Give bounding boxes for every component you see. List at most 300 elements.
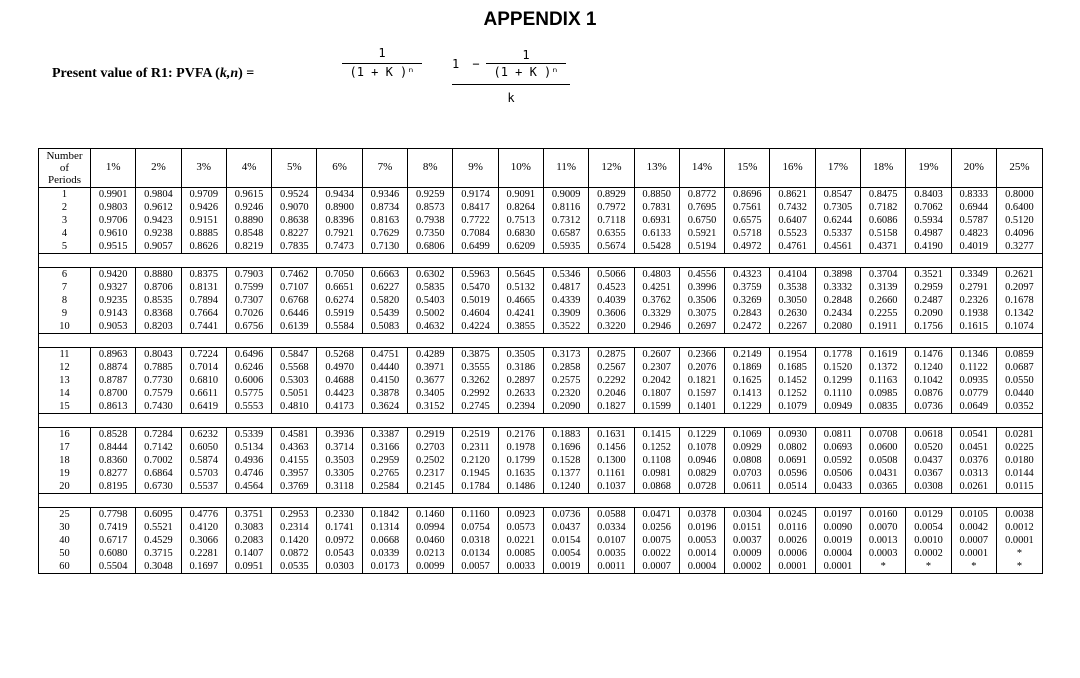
value-cell: 0.0007 xyxy=(951,534,996,547)
table-row xyxy=(39,348,1043,362)
value-cell: 0.0433 xyxy=(815,480,860,494)
value-cell: 0.9612 xyxy=(136,201,181,214)
value-cell: 0.5120 xyxy=(996,214,1042,227)
column-header: 5% xyxy=(272,149,317,188)
period-cell: 4 xyxy=(39,227,91,240)
value-cell: 0.0151 xyxy=(725,521,770,534)
value-cell: 0.2765 xyxy=(362,467,407,480)
value-cell: 0.6717 xyxy=(91,534,136,547)
table-row xyxy=(39,521,1043,534)
value-cell: 0.2502 xyxy=(408,454,453,467)
table-row xyxy=(39,441,1043,454)
value-cell: 0.1037 xyxy=(589,480,634,494)
value-cell: 0.4440 xyxy=(362,361,407,374)
value-cell: 0.6274 xyxy=(317,294,362,307)
table-row xyxy=(39,534,1043,547)
value-cell: 0.8360 xyxy=(91,454,136,467)
value-cell: 0.6756 xyxy=(226,320,271,334)
period-cell: 5 xyxy=(39,240,91,254)
column-header: 2% xyxy=(136,149,181,188)
value-cell: 0.5935 xyxy=(543,240,588,254)
value-cell: 0.5083 xyxy=(362,320,407,334)
column-header: 13% xyxy=(634,149,679,188)
value-cell: 0.6006 xyxy=(226,374,271,387)
value-cell: 0.3506 xyxy=(679,294,724,307)
value-cell: 0.4987 xyxy=(906,227,951,240)
column-header: 9% xyxy=(453,149,498,188)
value-cell: 0.4810 xyxy=(272,400,317,414)
value-cell: 0.9901 xyxy=(91,188,136,202)
value-cell: 0.0134 xyxy=(453,547,498,560)
value-cell: 0.3083 xyxy=(226,521,271,534)
value-cell: 0.0708 xyxy=(861,428,906,442)
table-row xyxy=(39,428,1043,442)
value-cell: 0.2567 xyxy=(589,361,634,374)
table-row xyxy=(39,560,1043,574)
value-cell: 0.5470 xyxy=(453,281,498,294)
value-cell: 0.8417 xyxy=(453,201,498,214)
value-cell: 0.4761 xyxy=(770,240,815,254)
value-cell: 0.4251 xyxy=(634,281,679,294)
value-cell: 0.1619 xyxy=(861,348,906,362)
value-cell: 0.4224 xyxy=(453,320,498,334)
value-cell: 0.4371 xyxy=(861,240,906,254)
value-cell: 0.2149 xyxy=(725,348,770,362)
value-cell: 0.4323 xyxy=(725,268,770,282)
value-cell: 0.9610 xyxy=(91,227,136,240)
value-cell: 0.0596 xyxy=(770,467,815,480)
value-cell: 0.3555 xyxy=(453,361,498,374)
value-cell: 0.0994 xyxy=(408,521,453,534)
value-cell: 0.0037 xyxy=(725,534,770,547)
value-cell: 0.0010 xyxy=(906,534,951,547)
value-cell: 0.1300 xyxy=(589,454,634,467)
value-cell: 0.5403 xyxy=(408,294,453,307)
value-cell: 0.1883 xyxy=(543,428,588,442)
value-cell: 0.2042 xyxy=(634,374,679,387)
value-cell: 0.0600 xyxy=(861,441,906,454)
value-cell: 0.0440 xyxy=(996,387,1042,400)
value-cell: 0.8850 xyxy=(634,188,679,202)
value-cell: 0.2176 xyxy=(498,428,543,442)
value-cell: 0.3606 xyxy=(589,307,634,320)
value-cell: 0.1807 xyxy=(634,387,679,400)
value-cell: 0.3769 xyxy=(272,480,317,494)
value-cell: 0.6587 xyxy=(543,227,588,240)
value-cell: 0.7430 xyxy=(136,400,181,414)
value-cell: 0.7462 xyxy=(272,268,317,282)
column-header: 20% xyxy=(951,149,996,188)
value-cell: 0.9053 xyxy=(91,320,136,334)
value-cell: 0.0221 xyxy=(498,534,543,547)
value-cell: 0.0026 xyxy=(770,534,815,547)
value-cell: 0.6400 xyxy=(996,201,1042,214)
value-cell: 0.0541 xyxy=(951,428,996,442)
value-cell: 0.7062 xyxy=(906,201,951,214)
value-cell: 0.4972 xyxy=(725,240,770,254)
value-cell: 0.3277 xyxy=(996,240,1042,254)
value-cell: 0.6730 xyxy=(136,480,181,494)
value-cell: 0.3762 xyxy=(634,294,679,307)
main-fraction-denominator: k xyxy=(507,91,515,105)
value-cell: 0.5346 xyxy=(543,268,588,282)
value-cell: 0.7050 xyxy=(317,268,362,282)
value-cell: 0.0520 xyxy=(906,441,951,454)
value-cell: * xyxy=(951,560,996,574)
value-cell: 0.5132 xyxy=(498,281,543,294)
value-cell: 0.2281 xyxy=(181,547,226,560)
value-cell: 0.8700 xyxy=(91,387,136,400)
value-cell: 0.2630 xyxy=(770,307,815,320)
column-header: 3% xyxy=(181,149,226,188)
value-cell: 0.1945 xyxy=(453,467,498,480)
value-cell: 0.0007 xyxy=(634,560,679,574)
table-row xyxy=(39,387,1043,400)
value-cell: 0.0687 xyxy=(996,361,1042,374)
value-cell: 0.3066 xyxy=(181,534,226,547)
value-cell: 0.0949 xyxy=(815,400,860,414)
value-cell: 0.5002 xyxy=(408,307,453,320)
value-cell: 0.0779 xyxy=(951,387,996,400)
value-cell: 0.0001 xyxy=(951,547,996,560)
value-cell: 0.2292 xyxy=(589,374,634,387)
value-cell: 0.2145 xyxy=(408,480,453,494)
fraction-denominator: (1 + K )ⁿ xyxy=(349,65,415,79)
value-cell: 0.1460 xyxy=(408,508,453,522)
value-cell: 0.3971 xyxy=(408,361,453,374)
value-cell: 0.4970 xyxy=(317,361,362,374)
value-cell: 0.0004 xyxy=(679,560,724,574)
value-cell: 0.8264 xyxy=(498,201,543,214)
value-cell: 0.6355 xyxy=(589,227,634,240)
table-row xyxy=(39,307,1043,320)
value-cell: 0.3118 xyxy=(317,480,362,494)
formula-one: 1 xyxy=(452,56,460,71)
value-cell: 0.4751 xyxy=(362,348,407,362)
value-cell: 0.0022 xyxy=(634,547,679,560)
value-cell: 0.1229 xyxy=(725,400,770,414)
value-cell: 0.0736 xyxy=(906,400,951,414)
value-cell: 0.7730 xyxy=(136,374,181,387)
value-cell: 0.1401 xyxy=(679,400,724,414)
value-cell: 0.3166 xyxy=(362,441,407,454)
value-cell: 0.0075 xyxy=(634,534,679,547)
value-cell: 0.1615 xyxy=(951,320,996,334)
value-cell: 0.8638 xyxy=(272,214,317,227)
period-cell: 30 xyxy=(39,521,91,534)
group-separator xyxy=(39,494,1043,508)
value-cell: 0.2255 xyxy=(861,307,906,320)
value-cell: 0.2097 xyxy=(996,281,1042,294)
value-cell: 0.7350 xyxy=(408,227,453,240)
formula-fraction-left xyxy=(342,46,422,79)
value-cell: 0.0160 xyxy=(861,508,906,522)
value-cell: 0.0506 xyxy=(815,467,860,480)
value-cell: 0.0054 xyxy=(906,521,951,534)
value-cell: 0.1240 xyxy=(906,361,951,374)
separator-cell xyxy=(39,494,1043,508)
value-cell: 0.5428 xyxy=(634,240,679,254)
value-cell: 0.6419 xyxy=(181,400,226,414)
period-cell: 6 xyxy=(39,268,91,282)
value-cell: * xyxy=(996,547,1042,560)
period-cell: 11 xyxy=(39,348,91,362)
value-cell: 0.3503 xyxy=(317,454,362,467)
value-cell: 0.2394 xyxy=(498,400,543,414)
value-cell: 0.9420 xyxy=(91,268,136,282)
value-cell: 0.0105 xyxy=(951,508,996,522)
value-cell: 0.0033 xyxy=(498,560,543,574)
value-cell: 0.2314 xyxy=(272,521,317,534)
inner-fraction-denominator: (1 + K )ⁿ xyxy=(493,65,559,79)
value-cell: 0.6407 xyxy=(770,214,815,227)
value-cell: 0.1696 xyxy=(543,441,588,454)
value-cell: 0.3262 xyxy=(453,374,498,387)
value-cell: 0.3387 xyxy=(362,428,407,442)
value-cell: 0.4556 xyxy=(679,268,724,282)
table-row xyxy=(39,547,1043,560)
value-cell: 0.0308 xyxy=(906,480,951,494)
value-cell: 0.8219 xyxy=(226,240,271,254)
value-cell: 0.8396 xyxy=(317,214,362,227)
value-cell: 0.5504 xyxy=(91,560,136,574)
value-cell: 0.4104 xyxy=(770,268,815,282)
value-cell: 0.7224 xyxy=(181,348,226,362)
value-cell: 0.9238 xyxy=(136,227,181,240)
separator-cell xyxy=(39,334,1043,348)
value-cell: 0.2307 xyxy=(634,361,679,374)
value-cell: 0.5521 xyxy=(136,521,181,534)
column-header: 15% xyxy=(725,149,770,188)
value-cell: 0.0038 xyxy=(996,508,1042,522)
value-cell: 0.1240 xyxy=(543,480,588,494)
column-header: 19% xyxy=(906,149,951,188)
table-row xyxy=(39,361,1043,374)
header-periods-line: Periods xyxy=(48,174,81,186)
value-cell: 0.8333 xyxy=(951,188,996,202)
value-cell: 0.0334 xyxy=(589,521,634,534)
value-cell: 0.2843 xyxy=(725,307,770,320)
value-cell: 0.0019 xyxy=(815,534,860,547)
value-cell: 0.8227 xyxy=(272,227,317,240)
period-cell: 10 xyxy=(39,320,91,334)
value-cell: 0.0754 xyxy=(453,521,498,534)
value-cell: 0.3173 xyxy=(543,348,588,362)
value-cell: 0.2487 xyxy=(906,294,951,307)
value-cell: 0.5934 xyxy=(906,214,951,227)
value-cell: 0.1685 xyxy=(770,361,815,374)
value-cell: 0.4803 xyxy=(634,268,679,282)
value-cell: 0.7561 xyxy=(725,201,770,214)
value-cell: 0.1299 xyxy=(815,374,860,387)
value-cell: 0.9327 xyxy=(91,281,136,294)
value-cell: 0.1784 xyxy=(453,480,498,494)
period-cell: 7 xyxy=(39,281,91,294)
value-cell: 0.8043 xyxy=(136,348,181,362)
value-cell: 0.4688 xyxy=(317,374,362,387)
value-cell: 0.1314 xyxy=(362,521,407,534)
value-cell: 0.0514 xyxy=(770,480,815,494)
value-cell: 0.1252 xyxy=(634,441,679,454)
value-cell: 0.4423 xyxy=(317,387,362,400)
value-cell: 0.3332 xyxy=(815,281,860,294)
value-cell: 0.5787 xyxy=(951,214,996,227)
value-cell: 0.4019 xyxy=(951,240,996,254)
table-row xyxy=(39,294,1043,307)
value-cell: 0.1778 xyxy=(815,348,860,362)
value-cell: 0.8000 xyxy=(996,188,1042,202)
value-cell: 0.6227 xyxy=(362,281,407,294)
value-cell: 0.1938 xyxy=(951,307,996,320)
value-cell: 0.7014 xyxy=(181,361,226,374)
value-cell: 0.2584 xyxy=(362,480,407,494)
value-cell: 0.3521 xyxy=(906,268,951,282)
value-cell: 0.7026 xyxy=(226,307,271,320)
value-cell: 0.9174 xyxy=(453,188,498,202)
value-cell: 0.2120 xyxy=(453,454,498,467)
value-cell: 0.2697 xyxy=(679,320,724,334)
value-cell: 0.8535 xyxy=(136,294,181,307)
value-cell: 0.5268 xyxy=(317,348,362,362)
value-cell: 0.1486 xyxy=(498,480,543,494)
value-cell: 0.4936 xyxy=(226,454,271,467)
column-header: 7% xyxy=(362,149,407,188)
value-cell: 0.0001 xyxy=(770,560,815,574)
value-cell: 0.8375 xyxy=(181,268,226,282)
value-cell: 0.5066 xyxy=(589,268,634,282)
value-cell: 0.2090 xyxy=(543,400,588,414)
column-header: 17% xyxy=(815,149,860,188)
value-cell: 0.0196 xyxy=(679,521,724,534)
value-cell: 0.0471 xyxy=(634,508,679,522)
value-cell: 0.4665 xyxy=(498,294,543,307)
value-cell: 0.1346 xyxy=(951,348,996,362)
value-cell: 0.1110 xyxy=(815,387,860,400)
value-cell: 0.7284 xyxy=(136,428,181,442)
value-cell: 0.3715 xyxy=(136,547,181,560)
period-cell: 25 xyxy=(39,508,91,522)
value-cell: 0.1074 xyxy=(996,320,1042,334)
value-cell: 0.6663 xyxy=(362,268,407,282)
value-cell: 0.0691 xyxy=(770,454,815,467)
value-cell: 0.0728 xyxy=(679,480,724,494)
value-cell: 0.2745 xyxy=(453,400,498,414)
value-cell: 0.1476 xyxy=(906,348,951,362)
value-cell: 0.0001 xyxy=(996,534,1042,547)
value-cell: 0.5194 xyxy=(679,240,724,254)
value-cell: 0.6611 xyxy=(181,387,226,400)
value-cell: 0.0550 xyxy=(996,374,1042,387)
separator-cell xyxy=(39,254,1043,268)
period-cell: 16 xyxy=(39,428,91,442)
value-cell: 0.0318 xyxy=(453,534,498,547)
value-cell: 0.0002 xyxy=(906,547,951,560)
value-cell: 0.8734 xyxy=(362,201,407,214)
value-cell: * xyxy=(861,560,906,574)
period-cell: 9 xyxy=(39,307,91,320)
value-cell: 0.2083 xyxy=(226,534,271,547)
value-cell: 0.6810 xyxy=(181,374,226,387)
value-cell: 0.1456 xyxy=(589,441,634,454)
value-cell: 0.7118 xyxy=(589,214,634,227)
value-cell: 0.0618 xyxy=(906,428,951,442)
table-row xyxy=(39,400,1043,414)
value-cell: 0.0173 xyxy=(362,560,407,574)
value-cell: 0.7835 xyxy=(272,240,317,254)
value-cell: 0.5337 xyxy=(815,227,860,240)
value-cell: 0.9426 xyxy=(181,201,226,214)
value-cell: 0.1415 xyxy=(634,428,679,442)
value-cell: 0.9346 xyxy=(362,188,407,202)
value-cell: 0.7664 xyxy=(181,307,226,320)
inner-fraction xyxy=(486,48,566,79)
value-cell: 0.1342 xyxy=(996,307,1042,320)
value-cell: 0.0053 xyxy=(679,534,724,547)
value-cell: 0.5919 xyxy=(317,307,362,320)
value-cell: 0.1635 xyxy=(498,467,543,480)
value-cell: 0.0154 xyxy=(543,534,588,547)
value-cell: 0.3186 xyxy=(498,361,543,374)
value-cell: 0.1869 xyxy=(725,361,770,374)
period-cell: 8 xyxy=(39,294,91,307)
page-title: APPENDIX 1 xyxy=(483,9,597,30)
value-cell: * xyxy=(996,560,1042,574)
value-cell: 0.1372 xyxy=(861,361,906,374)
value-cell: 0.0012 xyxy=(996,521,1042,534)
value-cell: 0.0923 xyxy=(498,508,543,522)
value-cell: 0.9524 xyxy=(272,188,317,202)
value-cell: 0.0437 xyxy=(543,521,588,534)
value-cell: 0.4363 xyxy=(272,441,317,454)
value-cell: 0.8929 xyxy=(589,188,634,202)
value-cell: 0.5339 xyxy=(226,428,271,442)
period-cell: 19 xyxy=(39,467,91,480)
value-cell: 0.3714 xyxy=(317,441,362,454)
value-cell: 0.0929 xyxy=(725,441,770,454)
value-cell: 0.5303 xyxy=(272,374,317,387)
fraction-bar xyxy=(342,63,422,64)
column-header: 18% xyxy=(861,149,906,188)
table-header-row xyxy=(39,149,1043,188)
value-cell: 0.6499 xyxy=(453,240,498,254)
value-cell: 0.8706 xyxy=(136,281,181,294)
value-cell: 0.0129 xyxy=(906,508,951,522)
value-cell: 0.4173 xyxy=(317,400,362,414)
period-cell: 50 xyxy=(39,547,91,560)
value-cell: 0.9706 xyxy=(91,214,136,227)
column-header: 16% xyxy=(770,149,815,188)
table-row xyxy=(39,374,1043,387)
period-cell: 2 xyxy=(39,201,91,214)
value-cell: 0.4190 xyxy=(906,240,951,254)
value-cell: 0.4817 xyxy=(543,281,588,294)
value-cell: 0.1420 xyxy=(272,534,317,547)
value-cell: 0.2959 xyxy=(362,454,407,467)
value-cell: 0.1954 xyxy=(770,348,815,362)
value-cell: 0.8131 xyxy=(181,281,226,294)
value-cell: 0.3152 xyxy=(408,400,453,414)
value-cell: 0.0003 xyxy=(861,547,906,560)
column-header: 1% xyxy=(91,149,136,188)
value-cell: 0.8900 xyxy=(317,201,362,214)
value-cell: 0.1079 xyxy=(770,400,815,414)
value-cell: 0.1229 xyxy=(679,428,724,442)
value-cell: 0.5921 xyxy=(679,227,724,240)
value-cell: 0.5847 xyxy=(272,348,317,362)
value-cell: 0.8885 xyxy=(181,227,226,240)
value-cell: 0.0437 xyxy=(906,454,951,467)
period-cell: 17 xyxy=(39,441,91,454)
